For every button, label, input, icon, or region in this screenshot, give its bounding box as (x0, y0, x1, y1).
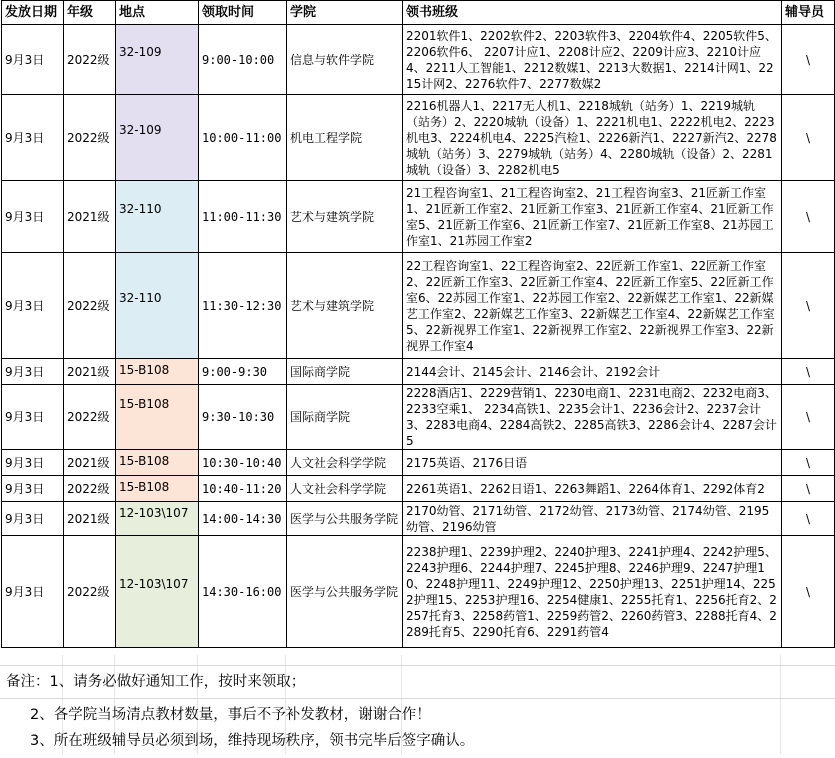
location-cell: 15-B108 (116, 476, 199, 502)
location-cell: 32-109 (116, 25, 199, 95)
date-cell: 9月3日 (2, 536, 64, 648)
header-grade: 年级 (64, 1, 116, 25)
tutor-cell: \ (782, 385, 835, 450)
time-cell: 11:30-12:30 (199, 253, 287, 359)
tutor-cell: \ (782, 359, 835, 385)
time-cell: 11:00-11:30 (199, 181, 287, 253)
header-college: 学院 (287, 1, 403, 25)
note-3: 3、所在班级辅导员必须到场，维持现场秩序，领书完毕后签字确认。 (30, 733, 475, 749)
classes-cell: 2170幼管、2171幼管、2172幼管、2173幼管、2174幼管、2195幼管、2196幼管 (403, 502, 782, 536)
grade-cell: 2021级 (64, 450, 116, 476)
header-location: 地点 (116, 1, 199, 25)
location-cell: 12-103\107 (116, 502, 199, 536)
table-row (2, 476, 835, 502)
header-tutor: 辅导员 (782, 1, 835, 25)
grade-cell: 2021级 (64, 502, 116, 536)
table-row (2, 359, 835, 385)
classes-cell: 2228酒店1、2229营销1、2230电商1、2231电商2、2232电商3、2233空乘1、 2234高铁1、2235会计1、2236会计2、2237会计3、2283电商4、2284高铁2、2285高铁3、2286会计4、2287会计5 (403, 385, 782, 450)
college-cell: 机电工程学院 (287, 95, 403, 181)
textbook-distribution-table (1, 0, 835, 648)
location-cell: 32-110 (116, 253, 199, 359)
tutor-cell: \ (782, 253, 835, 359)
classes-cell: 21工程咨询室1、21工程咨询室2、21工程咨询室3、21匠新工作室1、21匠新工作室2、21匠新工作室3、21匠新工作室4、21匠新工作室5、21匠新工作室6、21匠新工作室7、21匠新工作室8、21苏园工作室1、21苏园工作室2 (403, 181, 782, 253)
date-cell: 9月3日 (2, 476, 64, 502)
college-cell: 人文社会科学学院 (287, 476, 403, 502)
time-cell: 10:30-10:40 (199, 450, 287, 476)
tutor-cell: \ (782, 536, 835, 648)
college-cell: 艺术与建筑学院 (287, 181, 403, 253)
grade-cell: 2021级 (64, 181, 116, 253)
classes-cell: 2238护理1、2239护理2、2240护理3、2241护理4、2242护理5、2243护理6、2244护理7、2245护理8、2246护理9、2247护理10、2248护理11、2249护理12、2250护理13、2251护理14、2252护理15、2253护理16、2254健康1、2255托育1、2256托育2、2257托育3、2258药管1、2259药管2、2260药管3、2288托育4、2289托育5、2290托育6、2291药管4 (403, 536, 782, 648)
date-cell: 9月3日 (2, 25, 64, 95)
table-row (2, 502, 835, 536)
grade-cell: 2022级 (64, 476, 116, 502)
classes-cell: 2144会计、2145会计、2146会计、2192会计 (403, 359, 782, 385)
college-cell: 医学与公共服务学院 (287, 536, 403, 648)
college-cell: 医学与公共服务学院 (287, 502, 403, 536)
classes-cell: 2261英语1、2262日语1、2263舞蹈1、2264体育1、2292体育2 (403, 476, 782, 502)
college-cell: 艺术与建筑学院 (287, 253, 403, 359)
tutor-cell: \ (782, 95, 835, 181)
college-cell: 信息与软件学院 (287, 25, 403, 95)
location-cell: 32-109 (116, 95, 199, 181)
classes-cell: 2175英语、2176日语 (403, 450, 782, 476)
table-row (2, 95, 835, 181)
grade-cell: 2022级 (64, 25, 116, 95)
tutor-cell: \ (782, 476, 835, 502)
location-cell: 32-110 (116, 181, 199, 253)
note-1: 备注：1、请务必做好通知工作，按时来领取； (0, 665, 835, 699)
grade-cell: 2022级 (64, 95, 116, 181)
date-cell: 9月3日 (2, 253, 64, 359)
date-cell: 9月3日 (2, 95, 64, 181)
time-cell: 9:00-9:30 (199, 359, 287, 385)
college-cell: 国际商学院 (287, 385, 403, 450)
classes-cell: 2201软件1、2202软件2、2203软件3、2204软件4、2205软件5、2206软件6、 2207计应1、2208计应2、2209计应3、2210计应4、2211人工智能1、2212数媒1、2213大数据1、2214计网1、2215计网2、2276软件7、2277数媒2 (403, 25, 782, 95)
classes-cell: 2216机器人1、2217无人机1、2218城轨（站务）1、2219城轨（站务）2、2220城轨（设备）1、2221机电1、2222机电2、2223机电3、2224机电4、2225汽检1、2226新汽1、2227新汽2、2278城轨（站务）3、2279城轨（站务）4、2280城轨（设备）2、2281城轨（设备）3、2282机电5 (403, 95, 782, 181)
table-row (2, 253, 835, 359)
location-cell: 15-B108 (116, 450, 199, 476)
header-classes: 领书班级 (403, 1, 782, 25)
grade-cell: 2022级 (64, 536, 116, 648)
date-cell: 9月3日 (2, 359, 64, 385)
date-cell: 9月3日 (2, 450, 64, 476)
time-cell: 10:40-11:20 (199, 476, 287, 502)
header-date: 发放日期 (2, 1, 64, 25)
location-cell: 15-B108 (116, 359, 199, 385)
table-row (2, 385, 835, 450)
college-cell: 国际商学院 (287, 359, 403, 385)
note-2: 2、各学院当场清点教材数量，事后不予补发教材，谢谢合作！ (0, 698, 835, 732)
table-row (2, 450, 835, 476)
location-cell: 12-103\107 (116, 536, 199, 648)
time-cell: 14:00-14:30 (199, 502, 287, 536)
header-row (2, 1, 835, 25)
tutor-cell: \ (782, 502, 835, 536)
tutor-cell: \ (782, 25, 835, 95)
date-cell: 9月3日 (2, 181, 64, 253)
classes-cell: 22工程咨询室1、22工程咨询室2、22匠新工作室1、22匠新工作室2、22匠新工作室3、22匠新工作室4、22匠新工作室5、22匠新工作室6、22苏园工作室1、22苏园工作室2、22新媒艺工作室1、22新媒艺工作室2、22新媒艺工作室3、22新媒艺工作室4、22新媒艺工作室5、22新视界工作室1、22新视界工作室2、22新视界工作室3、22新视界工作室4 (403, 253, 782, 359)
time-cell: 14:30-16:00 (199, 536, 287, 648)
tutor-cell: \ (782, 450, 835, 476)
time-cell: 9:00-10:00 (199, 25, 287, 95)
tutor-cell: \ (782, 181, 835, 253)
grade-cell: 2022级 (64, 253, 116, 359)
college-cell: 人文社会科学学院 (287, 450, 403, 476)
table-row (2, 181, 835, 253)
time-cell: 9:30-10:30 (199, 385, 287, 450)
header-time: 领取时间 (199, 1, 287, 25)
table-row (2, 536, 835, 648)
date-cell: 9月3日 (2, 385, 64, 450)
date-cell: 9月3日 (2, 502, 64, 536)
table-row (2, 25, 835, 95)
grade-cell: 2022级 (64, 385, 116, 450)
time-cell: 10:00-11:00 (199, 95, 287, 181)
location-cell: 15-B108 (116, 385, 199, 450)
grade-cell: 2021级 (64, 359, 116, 385)
